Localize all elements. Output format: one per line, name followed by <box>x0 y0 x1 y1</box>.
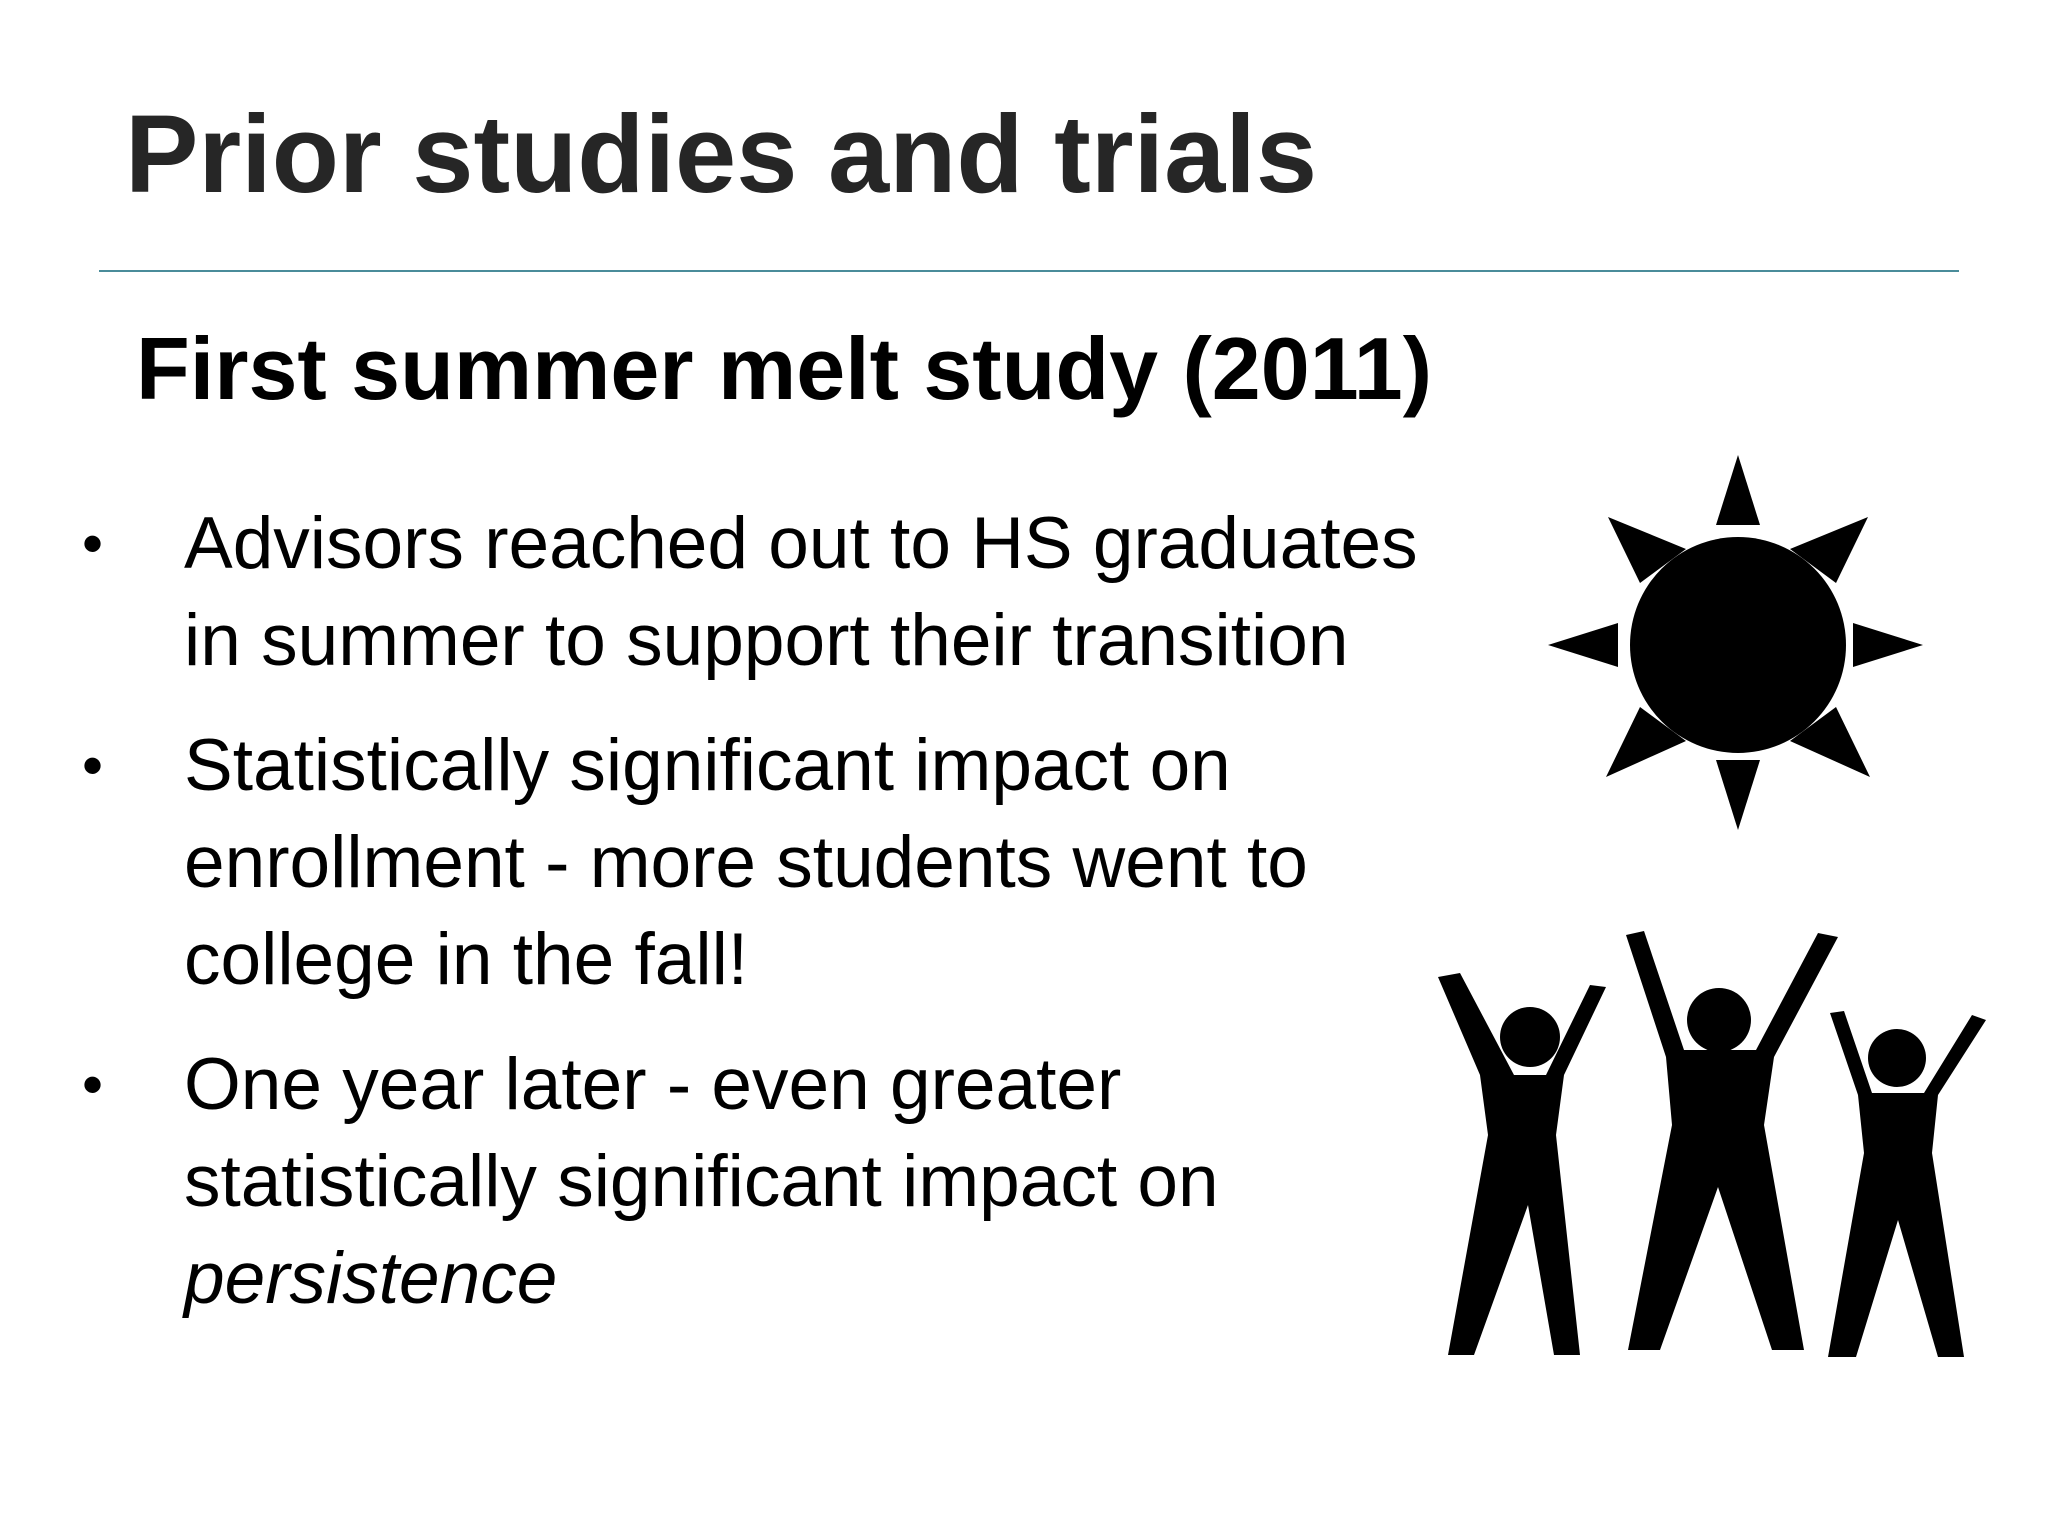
slide-subtitle: First summer melt study (2011) <box>136 319 1433 418</box>
bullet-3-line-2: statistically significant impact on <box>184 1141 1219 1222</box>
person-left-icon <box>1438 973 1606 1355</box>
bullet-marker: • <box>82 732 104 799</box>
cheering-people-icon <box>1438 925 1998 1375</box>
bullet-list <box>82 495 1562 1355</box>
bullet-1-line-1: Advisors reached out to HS graduates <box>184 503 1418 584</box>
title-divider <box>99 270 1959 272</box>
bullet-item-2 <box>82 717 1562 1008</box>
bullet-item-1 <box>82 495 1562 689</box>
bullet-3-line-3: persistence <box>184 1238 558 1319</box>
bullet-2-line-2: enrollment - more students went to <box>184 822 1308 903</box>
bullet-2-line-3: college in the fall! <box>184 919 749 1000</box>
bullet-marker: • <box>82 510 104 577</box>
sun-icon <box>1548 455 1928 835</box>
person-center-icon <box>1626 931 1838 1350</box>
bullet-1-line-2: in summer to support their transition <box>184 600 1349 681</box>
bullet-item-3 <box>82 1036 1562 1327</box>
slide-title: Prior studies and trials <box>125 93 1318 216</box>
bullet-marker: • <box>82 1051 104 1118</box>
bullet-2-line-1: Statistically significant impact on <box>184 725 1231 806</box>
person-right-icon <box>1828 1011 1986 1357</box>
bullet-3-line-1: One year later - even greater <box>184 1044 1122 1125</box>
